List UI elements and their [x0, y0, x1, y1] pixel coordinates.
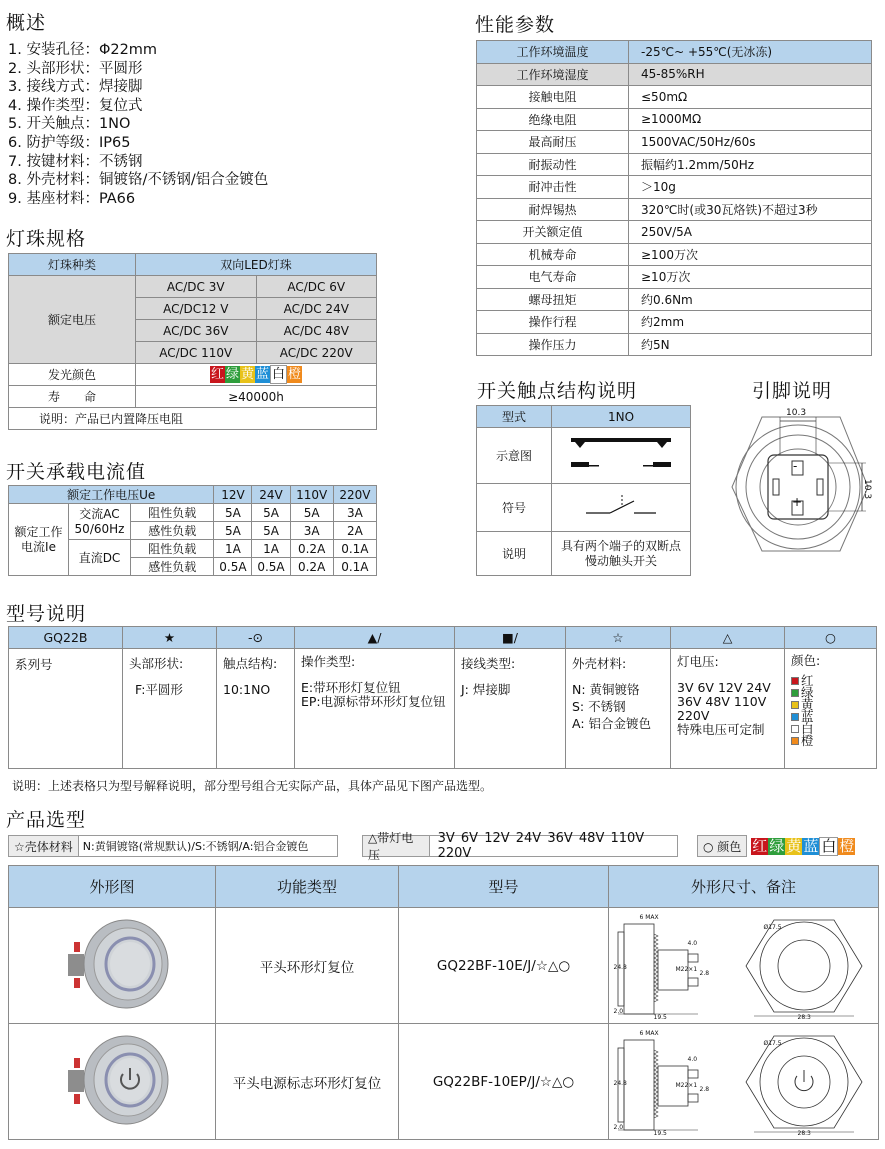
- color-chip-yellow: 黄: [786, 836, 802, 855]
- voltage-cell: AC/DC 24V: [256, 298, 377, 320]
- volt-head: 24V: [252, 486, 290, 504]
- contact-diagram: [552, 428, 691, 484]
- color-chip-white: 白: [272, 367, 286, 382]
- product-model: GQ22BF-10EP/J/☆△○: [399, 1024, 609, 1140]
- dim-label: 24.8: [613, 963, 627, 971]
- current-head: 额定工作电压Ue: [9, 486, 214, 504]
- product-dims: [609, 1024, 879, 1140]
- product-func: 平头环形灯复位: [216, 908, 399, 1024]
- current-cell: 0.2A: [290, 558, 333, 576]
- color-chip-orange: 橙: [288, 367, 302, 382]
- current-cell: 5A: [252, 522, 290, 540]
- model-col-operation: [295, 649, 455, 769]
- model-text: 接线类型:: [461, 656, 516, 671]
- current-cell: 5A: [290, 504, 333, 522]
- voltage-label: 额定电压: [9, 276, 136, 364]
- model-text: EP:电源标带环形灯复位钮: [301, 694, 446, 709]
- contact-tip: [657, 442, 667, 448]
- list-item: 8. 外壳材料：铜镀铬/不锈钢/铝合金镀色: [8, 172, 269, 189]
- list-item: 9. 基座材料：PA66: [8, 190, 136, 207]
- dim-label: 6 MAX: [639, 1029, 659, 1037]
- contact-symbol: [552, 484, 691, 532]
- product-image: [9, 908, 216, 1024]
- pin-minus: -: [793, 459, 798, 473]
- product-dims: [609, 908, 879, 1024]
- model-col-contact: [217, 649, 295, 769]
- contact-diagram-icon: [561, 430, 681, 478]
- table-row: [9, 908, 879, 1024]
- color-chip-blue: 蓝: [256, 367, 270, 382]
- color-legend-item: 橙: [791, 735, 870, 747]
- contact-tip: [575, 442, 585, 448]
- color-chip-green: 绿: [225, 367, 239, 382]
- product-func: 平头电源标志环形灯复位: [216, 1024, 399, 1140]
- load-label: 阻性负载: [131, 504, 214, 522]
- model-text: 操作类型:: [301, 654, 356, 669]
- model-text: F:平圆形: [135, 682, 183, 697]
- perf-key: 电气寿命: [477, 266, 629, 289]
- volt-head: 12V: [214, 486, 252, 504]
- dim-label: 4.0: [687, 939, 698, 947]
- model-text: 系列号: [15, 657, 53, 672]
- list-item: 1. 安装孔径：Φ22mm: [8, 42, 158, 58]
- current-cell: 1A: [252, 540, 290, 558]
- model-col-series: [9, 649, 123, 769]
- dc-label: 直流DC: [69, 540, 131, 576]
- color-legend-item: 红: [791, 675, 870, 687]
- list-item: 5. 开关触点：1NO: [8, 116, 131, 133]
- dim-label: 2.8: [699, 969, 710, 977]
- model-col-voltage: [671, 649, 785, 769]
- led-head-label: 灯珠种类: [9, 254, 136, 276]
- perf-key: 接触电阻: [477, 86, 629, 109]
- color-option: [697, 835, 879, 857]
- current-cell: 5A: [252, 504, 290, 522]
- model-text: 220V: [677, 708, 710, 723]
- dimension-drawing: [614, 910, 874, 1022]
- life-value: ≥40000h: [136, 386, 377, 408]
- current-cell: 3A: [333, 504, 376, 522]
- current-table: [8, 485, 377, 576]
- list-item: 3. 接线方式：焊接脚: [8, 79, 143, 96]
- current-title: 开关承载电流值: [6, 461, 147, 483]
- voltage-cell: AC/DC 110V: [136, 342, 257, 364]
- pin-diagram-icon: [722, 405, 882, 555]
- terminal-lead: [643, 465, 653, 467]
- model-text: 灯电压:: [677, 654, 719, 669]
- terminal-lead: [589, 465, 599, 467]
- desc-label: 说明: [477, 532, 552, 576]
- product-head: 功能类型: [216, 866, 399, 908]
- model-col-head: [123, 649, 217, 769]
- model-head: ☆: [566, 627, 671, 649]
- current-cell: 5A: [214, 522, 252, 540]
- color-chip-white: 白: [821, 836, 837, 855]
- switch-symbol-icon: [576, 491, 666, 521]
- dim-label: Ø17.5: [763, 1039, 782, 1047]
- perf-key: 操作行程: [477, 311, 629, 334]
- voltage-cell: AC/DC 3V: [136, 276, 257, 298]
- perf-key: 操作压力: [477, 333, 629, 356]
- overview-list: [8, 41, 268, 208]
- model-text: 颜色:: [791, 653, 821, 668]
- model-text: S: 不锈钢: [572, 699, 626, 714]
- model-text: 特殊电压可定制: [677, 722, 765, 737]
- volt-head: 110V: [290, 486, 333, 504]
- pin-dim-side: 10.3: [862, 479, 872, 500]
- list-item: 6. 防护等级：IP65: [8, 134, 131, 151]
- product-head: 外形图: [9, 866, 216, 908]
- color-chips: [136, 364, 377, 386]
- perf-table: [476, 40, 872, 356]
- model-title: 型号说明: [6, 603, 87, 625]
- model-text: 36V 48V 110V: [677, 694, 767, 709]
- current-cell: 1A: [214, 540, 252, 558]
- dim-label: Ø17.5: [763, 923, 782, 931]
- dim-label: 2.0: [613, 1123, 624, 1131]
- perf-value: ＞10g: [629, 176, 872, 199]
- shell-option-label: ☆壳体材料: [9, 836, 79, 856]
- model-table: [8, 626, 877, 769]
- symbol-label: 符号: [477, 484, 552, 532]
- contact-type-value: 1NO: [552, 406, 691, 428]
- list-item: 4. 操作类型：复位式: [8, 97, 143, 114]
- perf-value: 250V/5A: [629, 221, 872, 244]
- contact-bar: [571, 438, 671, 442]
- color-chip-blue: 蓝: [803, 836, 819, 855]
- perf-value: ≤50mΩ: [629, 86, 872, 109]
- voltage-cell: AC/DC 6V: [256, 276, 377, 298]
- pin-dim-top: 10.3: [786, 408, 807, 418]
- contact-title: 开关触点结构说明: [477, 380, 638, 402]
- perf-value: ≥100万次: [629, 243, 872, 266]
- perf-key: 耐振动性: [477, 153, 629, 176]
- model-text: 触点结构:: [223, 656, 278, 671]
- color-option-label: ○ 颜色: [697, 835, 747, 857]
- perf-value: 约5N: [629, 333, 872, 356]
- model-head: -⊙: [217, 627, 295, 649]
- voltage-cell: AC/DC 36V: [136, 320, 257, 342]
- product-head: 型号: [399, 866, 609, 908]
- perf-key: 工作环境湿度: [477, 63, 629, 86]
- dim-label: 24.8: [613, 1079, 627, 1087]
- contact-type-label: 型式: [477, 406, 552, 428]
- perf-key: 耐冲击性: [477, 176, 629, 199]
- diagram-label: 示意图: [477, 428, 552, 484]
- color-legend-item: 蓝: [791, 711, 870, 723]
- current-cell: 5A: [214, 504, 252, 522]
- perf-value: ≥1000MΩ: [629, 108, 872, 131]
- shell-option: [8, 835, 338, 857]
- perf-value: 45-85%RH: [629, 63, 872, 86]
- load-label: 感性负载: [131, 558, 214, 576]
- model-text: 10:1NO: [223, 682, 271, 697]
- life-label: 寿 命: [9, 386, 136, 408]
- color-chip-red: 红: [210, 367, 224, 382]
- load-label: 阻性负载: [131, 540, 214, 558]
- dimension-drawing: [614, 1026, 874, 1138]
- color-legend-item: 白: [791, 723, 870, 735]
- current-cell: 3A: [290, 522, 333, 540]
- shell-option-value: N:黄铜镀铬(常规默认)/S:不锈钢/A:铝合金镀色: [82, 840, 309, 853]
- model-text: J: 焊接脚: [461, 682, 511, 697]
- perf-value: 320℃时(或30瓦烙铁)不超过3秒: [629, 198, 872, 221]
- terminal-left: [571, 462, 589, 467]
- perf-value: ≥10万次: [629, 266, 872, 289]
- table-row: [9, 1024, 879, 1140]
- list-item: 2. 头部形状：平圆形: [8, 60, 143, 77]
- current-cell: 0.5A: [214, 558, 252, 576]
- color-legend-item: 绿: [791, 687, 870, 699]
- current-cell: 0.1A: [333, 558, 376, 576]
- color-option-chips: [747, 837, 855, 856]
- dim-label: 28.3: [797, 1013, 811, 1021]
- dim-label: 2.8: [699, 1085, 710, 1093]
- dim-label: 28.3: [797, 1129, 811, 1137]
- pin-plus: +: [792, 495, 803, 509]
- perf-key: 绝缘电阻: [477, 108, 629, 131]
- current-cell: 0.5A: [252, 558, 290, 576]
- model-head: ○: [785, 627, 877, 649]
- perf-value: 约2mm: [629, 311, 872, 334]
- contact-table: [476, 405, 691, 576]
- model-head: ▲/: [295, 627, 455, 649]
- perf-key: 最高耐压: [477, 131, 629, 154]
- perf-key: 机械寿命: [477, 243, 629, 266]
- dim-label: 19.5: [653, 1129, 667, 1137]
- dim-label: 4.0: [687, 1055, 698, 1063]
- model-head: △: [671, 627, 785, 649]
- model-text: 3V 6V 12V 24V: [677, 680, 771, 695]
- power-button-image: [52, 1030, 172, 1130]
- perf-value: -25℃~ +55℃(无冰冻): [629, 41, 872, 64]
- current-cell: 0.1A: [333, 540, 376, 558]
- voltage-cell: AC/DC 220V: [256, 342, 377, 364]
- led-title: 灯珠规格: [6, 228, 87, 250]
- dim-label: 6 MAX: [639, 913, 659, 921]
- perf-value: 1500VAC/50Hz/60s: [629, 131, 872, 154]
- terminal-right: [653, 462, 671, 467]
- dim-label: 19.5: [653, 1013, 667, 1021]
- current-cell: 0.2A: [290, 540, 333, 558]
- product-model: GQ22BF-10E/J/☆△○: [399, 908, 609, 1024]
- color-chip-green: 绿: [769, 836, 785, 855]
- color-legend-item: 黄: [791, 699, 870, 711]
- voltage-cell: AC/DC 48V: [256, 320, 377, 342]
- product-head: 外形尺寸、备注: [609, 866, 879, 908]
- model-head: ★: [123, 627, 217, 649]
- perf-value: 约0.6Nm: [629, 288, 872, 311]
- dim-label: M22×1: [675, 1081, 698, 1089]
- perf-key: 耐焊锡热: [477, 198, 629, 221]
- ac-label: 交流AC 50/60Hz: [69, 504, 131, 540]
- current-cell: 2A: [333, 522, 376, 540]
- product-image: [9, 1024, 216, 1140]
- model-text: N: 黄铜镀铬: [572, 682, 640, 697]
- voltage-option-value: 3V 6V 12V 24V 36V 48V 110V 220V: [437, 831, 645, 861]
- color-chip-red: 红: [752, 836, 768, 855]
- ring-button-image: [52, 914, 172, 1014]
- pin-title: 引脚说明: [752, 380, 833, 402]
- model-text: A: 铝合金镀色: [572, 716, 652, 731]
- color-chip-yellow: 黄: [240, 367, 254, 382]
- overview-title: 概述: [6, 12, 47, 34]
- perf-title: 性能参数: [475, 14, 556, 36]
- model-col-color: [785, 649, 877, 769]
- dim-label: 2.0: [613, 1007, 624, 1015]
- color-chip-orange: 橙: [839, 836, 855, 855]
- product-table: [8, 865, 879, 1140]
- pin-diagram: [722, 405, 882, 555]
- list-item: 7. 按键材料：不锈钢: [8, 153, 143, 170]
- current-row-label: 额定工作电流Ie: [9, 504, 69, 576]
- volt-head: 220V: [333, 486, 376, 504]
- color-label: 发光颜色: [9, 364, 136, 386]
- model-col-shell: [566, 649, 671, 769]
- load-label: 感性负载: [131, 522, 214, 540]
- led-note: 说明：产品已内置降压电阻: [9, 408, 377, 430]
- model-text: E:带环形灯复位钮: [301, 680, 401, 695]
- dim-label: M22×1: [675, 965, 698, 973]
- model-text: 外壳材料:: [572, 656, 627, 671]
- led-spec-table: [8, 253, 377, 430]
- select-title: 产品选型: [6, 809, 87, 831]
- perf-key: 工作环境温度: [477, 41, 629, 64]
- model-col-wiring: [455, 649, 566, 769]
- model-head: GQ22B: [9, 627, 123, 649]
- model-note: 说明：上述表格只为型号解释说明，部分型号组合无实际产品，具体产品见下图产品选型。: [12, 779, 493, 793]
- voltage-option-label: △带灯电压: [363, 836, 430, 856]
- led-head-value: 双向LED灯珠: [136, 254, 377, 276]
- model-text: 头部形状:: [129, 656, 184, 671]
- model-head: ■/: [455, 627, 566, 649]
- voltage-option: [362, 831, 678, 862]
- voltage-cell: AC/DC12 V: [136, 298, 257, 320]
- perf-key: 螺母扭矩: [477, 288, 629, 311]
- desc-value: 具有两个端子的双断点慢动触头开关: [552, 532, 691, 576]
- perf-key: 开关额定值: [477, 221, 629, 244]
- perf-value: 振幅约1.2mm/50Hz: [629, 153, 872, 176]
